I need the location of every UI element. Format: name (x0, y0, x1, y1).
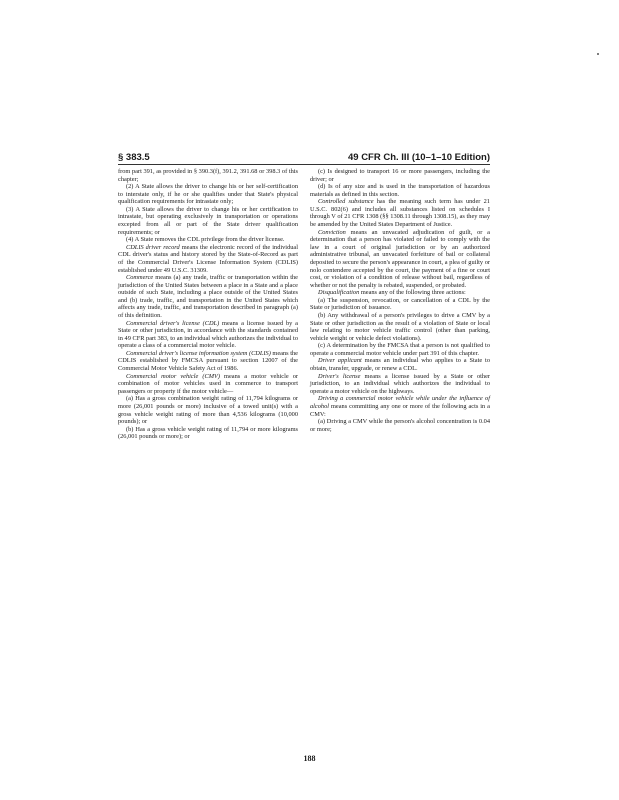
defined-term: Driving a commercial motor vehicle while under the influence of alcohol (310, 395, 490, 410)
paragraph-text: has the meaning such term has under 21 U.S.C. 802(6) and includes all substances listed on schedules I through V of 21 CFR 1308 (§§ 1308.11 through 1308.15), as they may be amended by the United States Department of Justice. (310, 198, 490, 229)
scan-speck (597, 53, 599, 55)
paragraph (310, 183, 490, 198)
paragraph (310, 395, 490, 418)
paragraph (118, 183, 298, 206)
paragraph-text: (b) Any withdrawal of a person's privileges to drive a CMV by a State or other jurisdiction as the result of a violation of State or local law relating to motor vehicle traffic control (other than parking, vehicle weight or vehicle defect violations). (310, 311, 490, 342)
paragraph-text: (c) A determination by the FMCSA that a person is not qualified to operate a commercial motor vehicle under part 391 of this chapter. (310, 342, 490, 357)
defined-term: CDLIS driver record (126, 243, 180, 251)
paragraph (310, 289, 490, 297)
paragraph-text: from part 391, as provided in § 390.3(f), 391.2, 391.68 or 398.3 of this chapter; (118, 168, 298, 183)
defined-term: Commerce (126, 274, 154, 282)
header-rule (118, 164, 490, 165)
defined-term: Commercial driver's license (CDL) (126, 319, 220, 327)
paragraph-text: (2) A State allows the driver to change his or her self-certification to interstate only, if he or she qualifies under that State's physical qualification requirements for intrastate only; (118, 183, 298, 206)
paragraph-text: means committing any one or more of the following acts in a CMV: (310, 402, 490, 418)
paragraph-text: (a) The suspension, revocation, or cancellation of a CDL by the State or jurisdiction of issuance. (310, 296, 490, 312)
paragraph (118, 274, 298, 319)
paragraph-text: means (a) any trade, traffic or transportation within the jurisdiction of the United States between a place in a State and a place outside of such State, including a place outside of the United States and (b) trade, traffic, and transportation in the United States which affects any trade, traffic, and transportation described in paragraph (a) of this definition. (118, 274, 298, 319)
paragraph-text: means an individual who applies to a State to obtain, transfer, upgrade, or renew a CDL. (310, 357, 490, 373)
paragraph (118, 168, 298, 183)
paragraph-text: means a license issued by a State or other jurisdiction, to an individual which authorizes the individual to operate a motor vehicle on the highways. (310, 372, 490, 395)
paragraph (310, 357, 490, 372)
paragraph (310, 168, 490, 183)
defined-term: Controlled substance (318, 198, 374, 206)
defined-term: Conviction (318, 228, 346, 236)
paragraph (118, 350, 298, 373)
paragraph (310, 418, 490, 433)
paragraph (118, 236, 298, 244)
section-number: § 383.5 (118, 152, 150, 163)
left-column (118, 168, 298, 441)
defined-term: Commercial motor vehicle (CMV) (126, 372, 220, 380)
paragraph (310, 198, 490, 228)
defined-term: Commercial driver's license information system (CDLIS) (126, 349, 271, 357)
paragraph-text: (d) Is of any size and is used in the transportation of hazardous materials as defined in this section. (310, 183, 490, 198)
paragraph-text: means an unvacated adjudication of guilt, or a determination that a person has violated or failed to comply with the law in a court of original jurisdiction or by an authorized administrative tribunal, an unvacated forfeiture of bail or collateral deposited to secure the person's appearance in court, a plea of guilty or nolo contendere accepted by the court, the payment of a fine or court cost, or violation of a condition of release without bail, regardless of whether or not the penalty is rebated, suspended, or probated. (310, 228, 490, 289)
page-number: 188 (303, 754, 316, 763)
paragraph-text: (3) A State allows the driver to change his or her certification to intrastate, but operating exclusively in transportation or operations excepted from all or part of the State driver qualification requirements; or (118, 205, 298, 236)
paragraph (310, 342, 490, 357)
running-title: 49 CFR Ch. III (10–1–10 Edition) (347, 152, 490, 163)
paragraph-text: (a) Has a gross combination weight rating of 11,794 kilograms or more (26,001 pounds or more) inclusive of a towed unit(s) with a gross vehicle weight rating of more than 4,536 kilograms (10,000 pounds); or (118, 395, 298, 426)
paragraph (310, 373, 490, 396)
paragraph (310, 229, 490, 290)
paragraph-text: means the electronic record of the individual CDL driver's status and history stored by the State-of-Record as part of the Commercial Driver's License Information System (CDLIS) established under 49 U.S.C. 31309. (118, 243, 298, 274)
right-column (310, 168, 490, 433)
paragraph-text: means the CDLIS established by FMCSA pursuant to section 12007 of the Commercial Motor Vehicle Safety Act of 1986. (118, 349, 298, 373)
paragraph (118, 426, 298, 441)
paragraph (118, 373, 298, 396)
paragraph (310, 297, 490, 312)
defined-term: Driver's license (318, 372, 361, 380)
paragraph-text: means any of the following three actions: (359, 289, 466, 297)
paragraph (118, 206, 298, 236)
paragraph-text: means a motor vehicle or combination of motor vehicles used in commerce to transport passengers or property if the motor vehicle— (118, 372, 298, 395)
page-header (118, 152, 490, 163)
paragraph (118, 244, 298, 274)
paragraph-text: means a license issued by a State or other jurisdiction, in accordance with the standards contained in 49 CFR part 383, to an individual which authorizes the individual to operate a class of a commercial motor vehicle. (118, 319, 298, 350)
paragraph-text: (c) Is designed to transport 16 or more passengers, including the driver; or (310, 168, 490, 183)
defined-term: Disqualification (318, 289, 360, 297)
paragraph (310, 312, 490, 342)
paragraph (118, 320, 298, 350)
paragraph-text: (b) Has a gross vehicle weight rating of 11,794 or more kilograms (26,001 pounds or more); or (118, 425, 298, 441)
paragraph (118, 395, 298, 425)
defined-term: Driver applicant (318, 357, 362, 365)
paragraph-text: (a) Driving a CMV while the person's alcohol concentration is 0.04 or more; (310, 418, 490, 433)
paragraph-text: (4) A State removes the CDL privilege from the driver license. (126, 236, 285, 244)
